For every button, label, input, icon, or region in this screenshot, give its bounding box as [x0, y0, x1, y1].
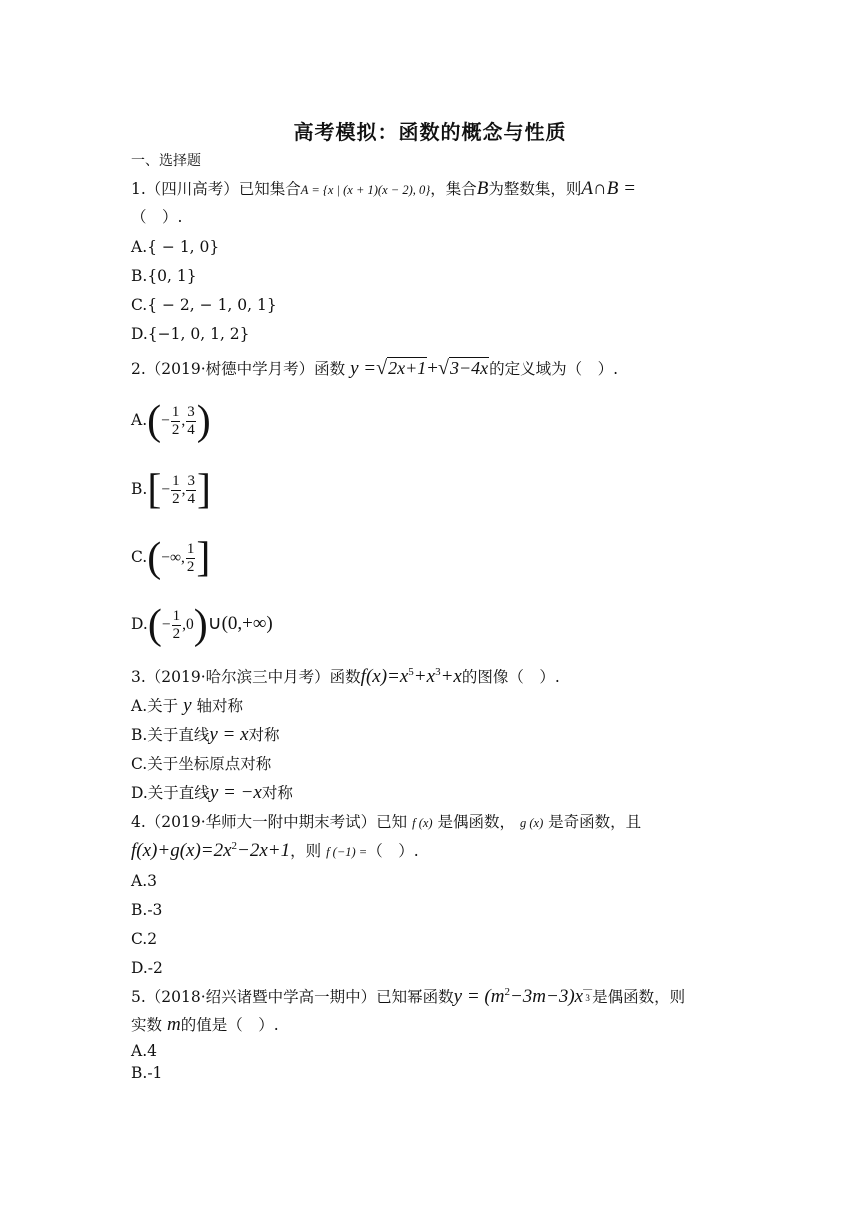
question-4-option-b: B.-3 [131, 901, 163, 919]
fraction: $\frac{1}{2}$ [186, 540, 195, 575]
set-a-expression: A = {x | (x + 1)(x − 2), 0} [300, 183, 431, 197]
question-1-option-b: B.{0, 1} [131, 267, 197, 285]
question-3-option-b: B.关于直线y = x对称 [131, 724, 280, 745]
question-2-option-b: B.[− $\frac{1}{2}$ , $\frac{3}{4}$ ] [131, 467, 211, 513]
fraction: $\frac{1}{2}$ [172, 472, 180, 507]
question-1-paren: （ ）. [131, 208, 183, 226]
question-4-stem: 4.（2019·华师大一附中期末考试）已知 f (x) 是偶函数， g (x) 是奇函数，且 [131, 813, 642, 831]
page-title: 高考模拟：函数的概念与性质 [293, 120, 567, 144]
fraction: $\frac{3}{4}$ [187, 403, 195, 438]
question-4-equation: $f(x)+g(x)=2x^2-2x+1$，则 f (−1) =（ ）. [131, 840, 419, 861]
question-3-stem: 3.（2019·哈尔滨三中月考）函数$f(x)=x^5+x^3+x$的图像（ ）. [131, 666, 560, 687]
sqrt-term-2: √3−4x [437, 357, 489, 379]
question-5-option-a: A.4 [131, 1042, 157, 1060]
sqrt-term-1: √2x+1 [376, 357, 427, 379]
fraction: $\frac{1}{2}$ [171, 403, 180, 438]
question-4-option-c: C.2 [131, 930, 158, 948]
question-1-option-c: C.{ − 2, − 1, 0, 1} [131, 296, 277, 314]
fraction: $\frac{3}{4}$ [187, 472, 195, 507]
question-5-stem-cont: 实数 m的值是（ ）. [131, 1014, 279, 1035]
question-1-option-d: D.{−1, 0, 1, 2} [131, 325, 250, 343]
question-3-option-d: D.关于直线y = −x对称 [131, 782, 293, 803]
question-3-option-a: A.关于 y 轴对称 [131, 695, 243, 716]
question-2-option-c: C.(−∞, $\frac{1}{2}$ ] [131, 535, 211, 581]
question-2-stem: 2.（2019·树德中学月考）函数 y =√2x+1+√3−4x的定义域为（ ）. [131, 357, 619, 379]
question-4-option-a: A.3 [131, 872, 157, 890]
question-4-option-d: D.-2 [131, 959, 163, 977]
question-5-stem: 5.（2018·绍兴诸暨中学高一期中）已知幂函数$y = (m^2-3m-3)x$ — 3 是偶函数，则 [131, 984, 686, 1007]
fractional-exponent: — 3 [583, 984, 593, 1003]
question-1-option-a: A.{ − 1, 0} [131, 238, 220, 256]
question-5-option-b: B.-1 [131, 1064, 163, 1082]
question-1-stem: 1.（四川高考）已知集合A = {x | (x + 1)(x − 2), 0}，集合B为整数集，则A∩B = [131, 178, 636, 199]
section-heading: 一、选择题 [131, 153, 201, 169]
fraction: $\frac{1}{2}$ [172, 607, 181, 642]
question-3-option-c: C.关于坐标原点对称 [131, 755, 272, 773]
question-2-option-d: D.(− $\frac{1}{2}$ ,0)∪(0,+∞) [131, 602, 273, 648]
question-2-option-a: A.(− $\frac{1}{2}$ , $\frac{3}{4}$ ) [131, 398, 211, 444]
